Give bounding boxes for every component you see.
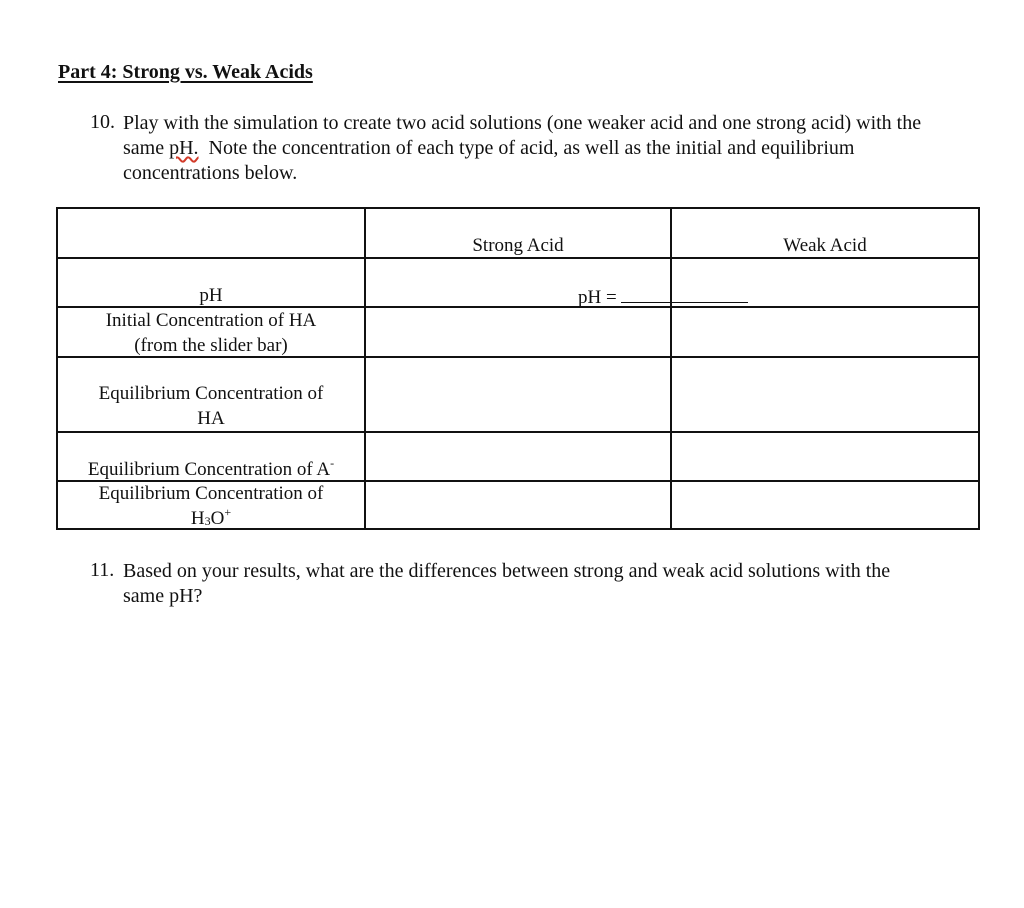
initial-concentration-line-2: (from the slider bar) (134, 335, 288, 356)
spellcheck-flagged-word: pH. (169, 137, 199, 159)
question-10-line-2 (123, 136, 921, 161)
table-row-divider (56, 431, 980, 433)
section-heading: Part 4: Strong vs. Weak Acids (58, 61, 313, 83)
equilibrium-ha-line-1: Equilibrium Concentration of (98, 383, 324, 404)
h3o-subscript-3: 3 (204, 514, 211, 528)
header-strong-acid: Strong Acid (472, 235, 564, 256)
h3o-o: O (210, 508, 225, 529)
question-11-line-1: Based on your results, what are the differences between strong and weak acid solutions with the (123, 560, 891, 582)
row-label-ph: pH (199, 285, 223, 306)
plus-superscript: + (224, 505, 232, 519)
equilibrium-h3o-line-1: Equilibrium Concentration of (98, 483, 324, 504)
ph-value-field (578, 283, 748, 310)
question-11-text (123, 559, 890, 609)
question-11-number: 11. (90, 559, 115, 581)
equilibrium-ha-line-2: HA (197, 408, 225, 429)
row-label-initial-concentration (58, 308, 364, 358)
initial-concentration-line-1: Initial Concentration of HA (105, 310, 317, 331)
header-weak-acid: Weak Acid (783, 235, 867, 256)
question-10-text (123, 111, 921, 186)
table-border-right (978, 207, 980, 530)
row-label-equilibrium-a-minus (58, 457, 364, 482)
question-10-line-2-end: Note the concentration of each type of acid, as well as the initial and equilibrium (198, 137, 855, 159)
question-10-line-3: concentrations below. (123, 162, 298, 184)
h3o-h: H (190, 508, 205, 529)
question-10-line-1: Play with the simulation to create two acid solutions (one weaker acid and one strong acid) with the (123, 112, 922, 134)
ph-equals-label: pH = (578, 287, 617, 308)
minus-superscript: - (330, 456, 335, 470)
row-label-equilibrium-h3o (58, 481, 364, 531)
ph-blank-line (621, 283, 748, 303)
question-10-line-2-start: same (123, 137, 170, 159)
equilibrium-a-text: Equilibrium Concentration of A (87, 459, 331, 480)
question-11-line-2: same pH? (123, 585, 203, 607)
equilibrium-h3o-formula (58, 506, 364, 531)
question-10-number: 10. (90, 111, 115, 133)
row-label-equilibrium-ha (58, 381, 364, 431)
table-border-top (56, 207, 980, 209)
